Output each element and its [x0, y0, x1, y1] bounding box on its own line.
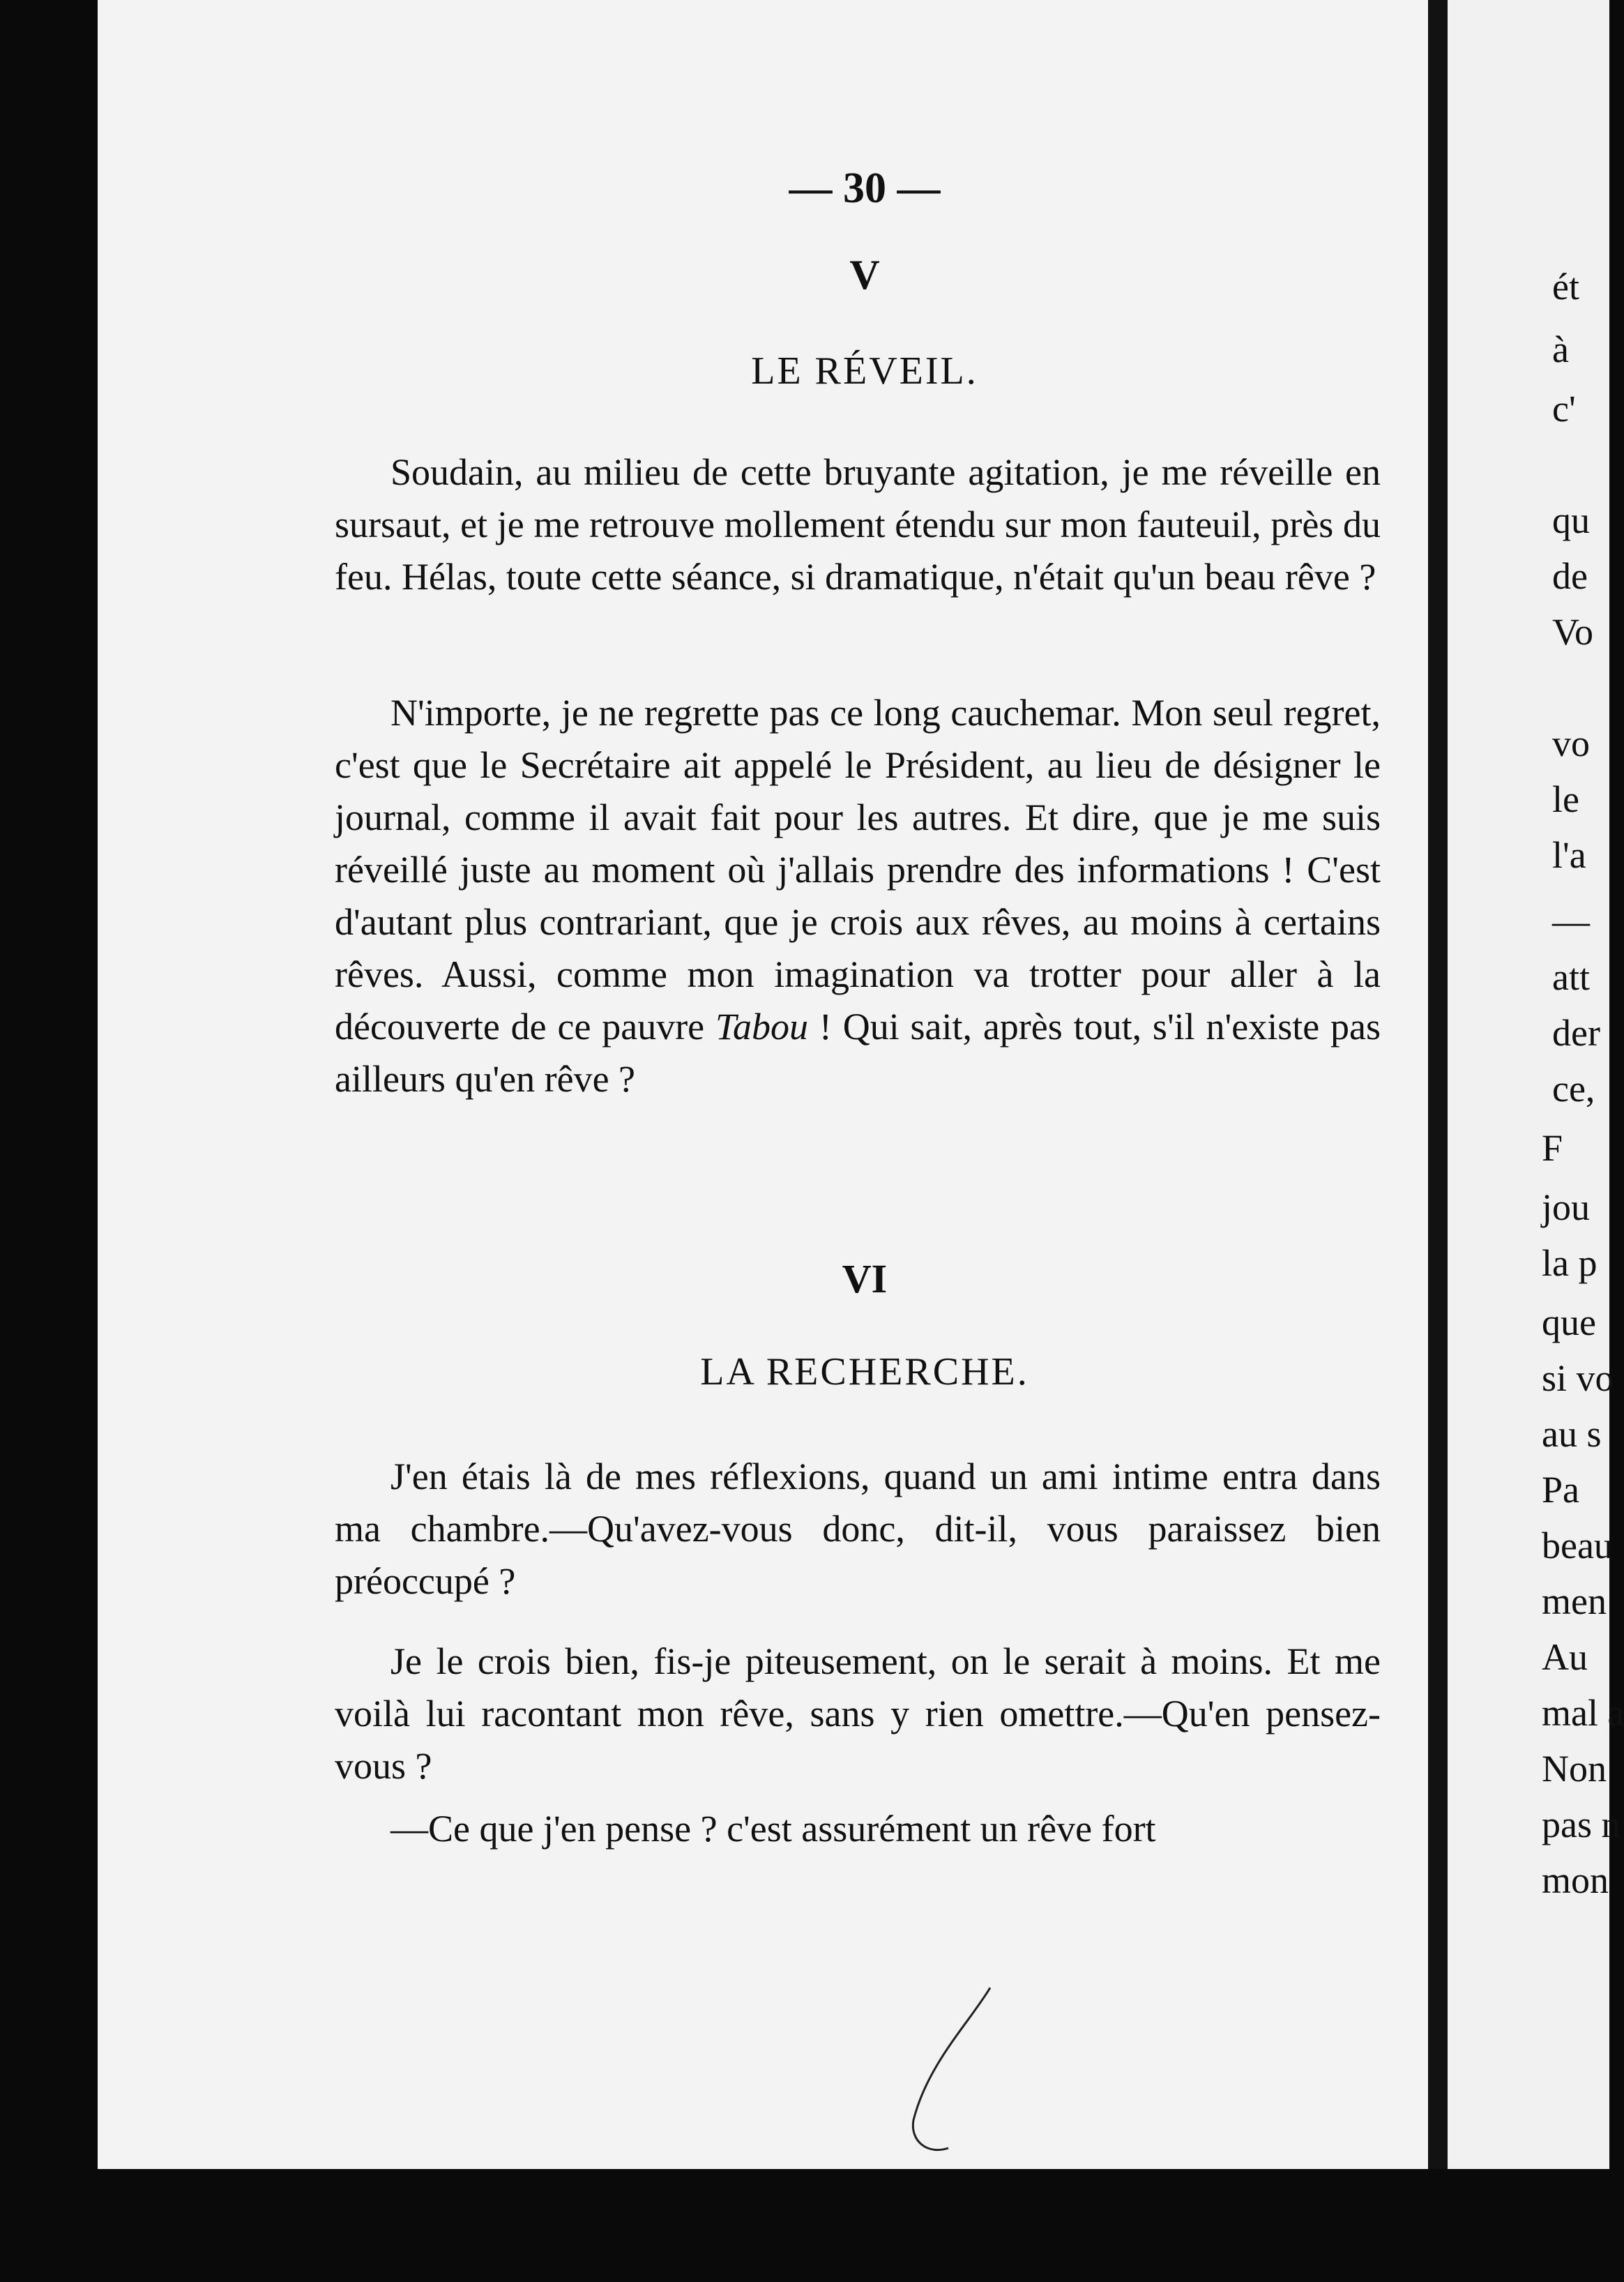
facing-text-fragment: qu [1552, 499, 1590, 541]
facing-text-fragment: Au [1542, 1636, 1588, 1678]
scan-border [0, 2169, 1609, 2282]
paragraph: Soudain, au milieu de cette bruyante agitation, je me réveille en sursaut, et je me retrouve mollement étendu sur mon fauteuil, près du feu. Hélas, toute cette séance, si dramatique, n'était qu'un beau rêve ? [335, 451, 1381, 598]
facing-text-fragment: la p [1542, 1242, 1598, 1284]
facing-text-fragment: l'a [1552, 834, 1586, 876]
facing-text-fragment: Non [1542, 1748, 1607, 1790]
facing-text-fragment: si vo [1542, 1357, 1614, 1399]
facing-text-fragment: Vo [1552, 611, 1594, 653]
italic-name: Tabou [715, 1006, 809, 1048]
chapter-title: LA RECHERCHE. [700, 1350, 1029, 1393]
facing-text-fragment: au s [1542, 1413, 1602, 1455]
page-number: — 30 — [789, 165, 941, 212]
chapter-number: VI [842, 1256, 888, 1301]
facing-page-edge [1448, 0, 1624, 2169]
facing-text-fragment: att [1552, 956, 1590, 998]
paragraph: J'en étais là de mes réflexions, quand un ami intime entra dans ma chambre.—Qu'avez-vous donc, dit-il, vous paraissez bien préoccupé ? [335, 1456, 1381, 1602]
facing-text-fragment: der [1552, 1012, 1600, 1054]
facing-text-fragment: F [1542, 1127, 1563, 1169]
facing-text-fragment: de [1552, 555, 1588, 597]
facing-text-fragment: men [1542, 1580, 1607, 1622]
facing-text-fragment: ce, [1552, 1068, 1595, 1110]
page-gutter [1428, 0, 1448, 2169]
facing-text-fragment: c' [1552, 388, 1576, 430]
facing-text-fragment: jou [1542, 1186, 1591, 1228]
facing-text-fragment: mon [1542, 1859, 1609, 1901]
facing-text-fragment: pas n [1542, 1804, 1621, 1845]
paragraph: —Ce que j'en pense ? c'est assurément un rêve fort [390, 1808, 1156, 1850]
facing-text-fragment: à [1552, 328, 1569, 370]
facing-text-fragment: — [1552, 900, 1590, 942]
facing-text-fragment: vo [1552, 723, 1590, 764]
facing-text-fragment: ét [1552, 266, 1579, 308]
paragraph: N'importe, je ne regrette pas ce long cauchemar. Mon seul regret, c'est que le Secrétaire ait appelé le Président, au lieu de désigner le journal, comme il avait fait pour les autres. Et dire, que je me suis réveillé juste au moment où j'allais prendre des informations ! C'est d'autant plus contrariant, que je crois aux rêves, au moins à certains rêves. Aussi, comme mon imagination va trotter pour aller à la découverte de ce pauvre Tabou ! Qui sait, après tout, s'il n'existe pas ailleurs qu'en rêve ? [335, 692, 1381, 1100]
facing-text-fragment: beau [1542, 1525, 1613, 1566]
facing-text-fragment: mal a [1542, 1692, 1624, 1734]
facing-text-fragment: Pa [1542, 1469, 1579, 1511]
facing-text-fragment: le [1552, 778, 1579, 820]
paragraph: Je le crois bien, fis-je piteusement, on le serait à moins. Et me voilà lui racontant mon rêve, sans y rien omettre.—Qu'en pensez-vous ? [335, 1640, 1381, 1787]
paper-mark [886, 1981, 1025, 2169]
chapter-title: LE RÉVEIL. [751, 349, 978, 393]
facing-text-fragment: que [1542, 1301, 1596, 1343]
chapter-number: V [849, 252, 880, 298]
